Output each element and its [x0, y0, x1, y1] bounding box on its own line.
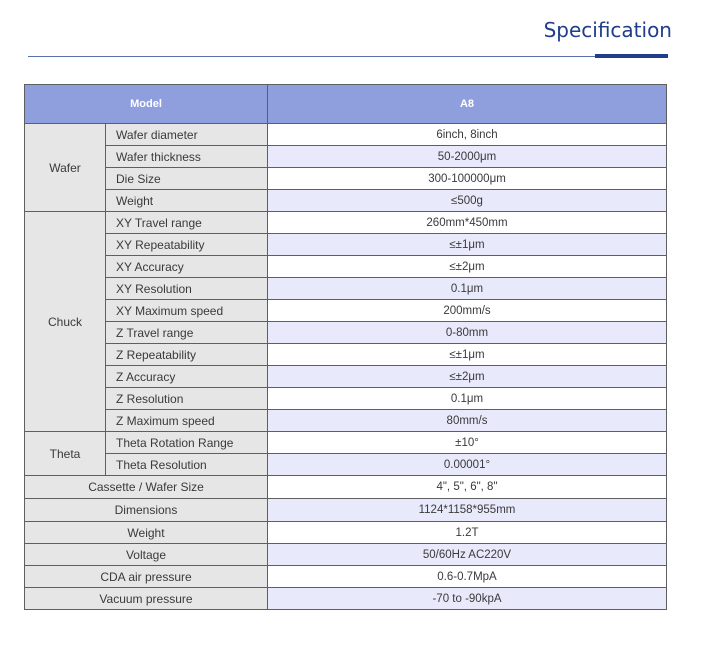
param-label: XY Resolution: [106, 278, 268, 300]
param-label: Cassette / Wafer Size: [25, 476, 268, 499]
header-model-value: A8: [268, 85, 667, 124]
table-row: [25, 388, 667, 410]
param-value: 0.1μm: [268, 278, 667, 300]
param-label: Vacuum pressure: [25, 588, 268, 610]
header-divider: [28, 56, 668, 57]
param-value: 50/60Hz AC220V: [268, 544, 667, 566]
param-value: 1.2T: [268, 522, 667, 544]
param-label: Z Accuracy: [106, 366, 268, 388]
table-row: [25, 190, 667, 212]
table-row: [25, 499, 667, 522]
table-row: [25, 124, 667, 146]
param-value: 6inch, 8inch: [268, 124, 667, 146]
table-row: [25, 256, 667, 278]
table-row: [25, 146, 667, 168]
table-row: [25, 344, 667, 366]
table-row: [25, 566, 667, 588]
param-label: Dimensions: [25, 499, 268, 522]
param-value: 0-80mm: [268, 322, 667, 344]
param-label: Z Repeatability: [106, 344, 268, 366]
table-row: [25, 234, 667, 256]
table-row: [25, 544, 667, 566]
param-value: 260mm*450mm: [268, 212, 667, 234]
param-value: -70 to -90kpA: [268, 588, 667, 610]
specification-table: [24, 84, 667, 610]
param-value: 4", 5", 6", 8": [268, 476, 667, 499]
header-model: Model: [25, 85, 268, 124]
table-row: [25, 168, 667, 190]
param-value: ≤±1μm: [268, 344, 667, 366]
param-label: Voltage: [25, 544, 268, 566]
param-value: 0.00001°: [268, 454, 667, 476]
table-row: [25, 366, 667, 388]
param-label: Wafer thickness: [106, 146, 268, 168]
table-row: [25, 278, 667, 300]
param-value: ≤±2μm: [268, 366, 667, 388]
param-label: Theta Resolution: [106, 454, 268, 476]
param-value: ≤±2μm: [268, 256, 667, 278]
group-wafer: Wafer: [25, 124, 106, 212]
param-value: 50-2000μm: [268, 146, 667, 168]
param-label: Theta Rotation Range: [106, 432, 268, 454]
group-theta: Theta: [25, 432, 106, 476]
table-row: [25, 588, 667, 610]
param-label: XY Travel range: [106, 212, 268, 234]
page-title: Specification: [543, 18, 672, 42]
param-label: XY Maximum speed: [106, 300, 268, 322]
param-value: ≤±1μm: [268, 234, 667, 256]
table-row: [25, 432, 667, 454]
param-value: 200mm/s: [268, 300, 667, 322]
table-row: [25, 410, 667, 432]
table-header-row: [25, 85, 667, 124]
param-label: Die Size: [106, 168, 268, 190]
table-row: [25, 212, 667, 234]
param-label: Wafer diameter: [106, 124, 268, 146]
param-label: Z Travel range: [106, 322, 268, 344]
table-row: [25, 300, 667, 322]
table-row: [25, 454, 667, 476]
param-value: 0.6-0.7MpA: [268, 566, 667, 588]
param-label: Weight: [106, 190, 268, 212]
param-value: 1124*1158*955mm: [268, 499, 667, 522]
param-value: 300-100000μm: [268, 168, 667, 190]
param-label: XY Repeatability: [106, 234, 268, 256]
table-row: [25, 476, 667, 499]
param-value: ±10°: [268, 432, 667, 454]
param-label: Z Resolution: [106, 388, 268, 410]
param-label: XY Accuracy: [106, 256, 268, 278]
param-label: CDA air pressure: [25, 566, 268, 588]
param-value: ≤500g: [268, 190, 667, 212]
param-label: Weight: [25, 522, 268, 544]
table-row: [25, 522, 667, 544]
group-chuck: Chuck: [25, 212, 106, 432]
table-row: [25, 322, 667, 344]
param-value: 0.1μm: [268, 388, 667, 410]
param-value: 80mm/s: [268, 410, 667, 432]
param-label: Z Maximum speed: [106, 410, 268, 432]
header-accent-bar: [595, 54, 668, 58]
